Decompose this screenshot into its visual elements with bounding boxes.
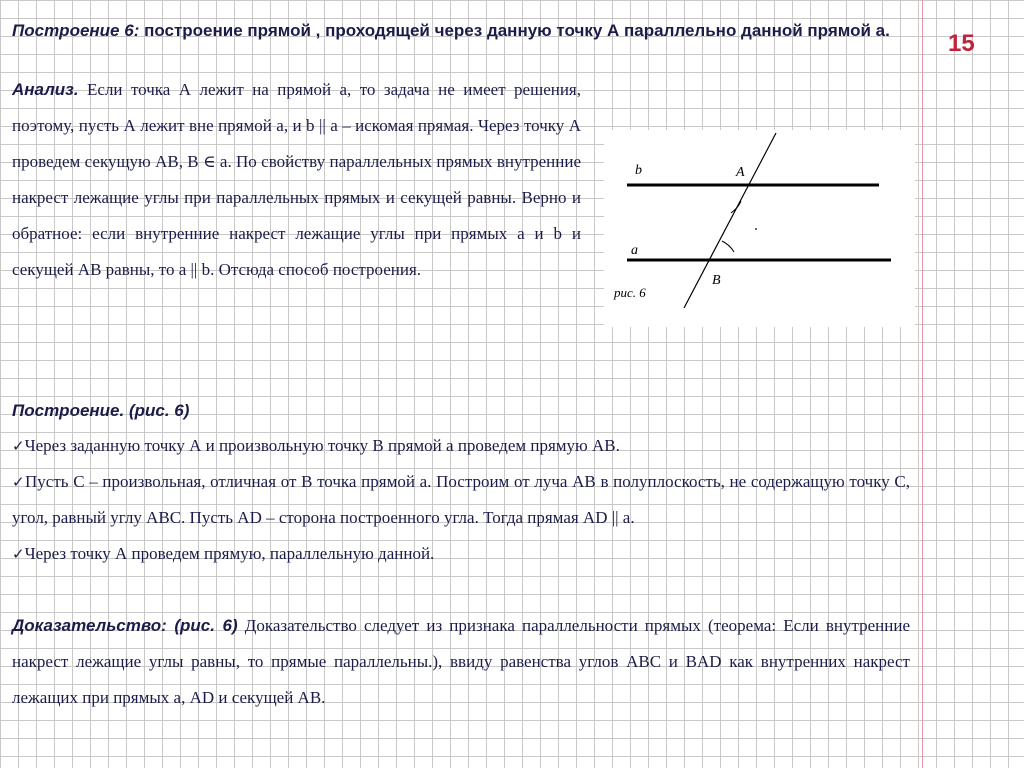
angle-arc-b xyxy=(722,241,734,252)
point-b-label: B xyxy=(712,273,721,288)
checkmark-icon: ✓ xyxy=(12,545,25,563)
title-text: построение прямой , проходящей через данную точку А параллельно данной прямой а. xyxy=(139,21,890,40)
figure-caption: рис. 6 xyxy=(614,285,646,300)
title-label: Построение 6: xyxy=(12,21,140,40)
construction-step-3 xyxy=(12,536,910,572)
page-number: 15 xyxy=(948,30,975,57)
proof-label: Доказательство: (рис. 6) xyxy=(12,616,238,635)
figure-6 xyxy=(604,130,915,327)
secant-ab xyxy=(684,133,776,308)
construction-step-text: Пусть С – произвольная, отличная от В точка прямой а. Построим от луча АВ в полуплоскость, не содержащую точку С, угол, равный углу АВС. Пусть AD – сторона построенного угла. Тогда прямая AD || a. xyxy=(12,472,910,527)
analysis-label: Анализ. xyxy=(12,80,79,99)
construction-step-2 xyxy=(12,464,910,536)
checkmark-icon: ✓ xyxy=(12,437,25,455)
construction-step-text: Через точку А проведем прямую, параллельную данной. xyxy=(24,544,435,563)
figure-6-drawing xyxy=(604,130,915,327)
line-a-label: a xyxy=(631,243,638,258)
page-title xyxy=(12,19,912,43)
proof-paragraph xyxy=(12,608,910,716)
page-margin-line xyxy=(922,0,923,768)
figure-dot xyxy=(755,228,757,230)
point-a-label: A xyxy=(736,165,745,180)
construction-step-text: Через заданную точку А и произвольную точку В прямой а проведем прямую АВ. xyxy=(24,436,620,455)
analysis-paragraph xyxy=(12,72,581,288)
analysis-text: Если точка А лежит на прямой а, то задача не имеет решения, поэтому, пусть А лежит вне прямой а, и b || a – искомая прямая. Через точку А проведем секущую АВ, В ∈ а. По свойству параллельных прямых внутренние накрест лежащие углы при параллельных прямых и секущей равны. Верно и обратное: если внутренние накрест лежащие углы при прямых a и b и секущей АВ равны, то a || b. Отсюда способ построения. xyxy=(12,80,581,279)
construction-step-1 xyxy=(12,428,910,464)
construction-heading: Построение. (рис. 6) xyxy=(12,401,190,420)
line-b-label: b xyxy=(635,163,642,178)
construction-steps xyxy=(12,428,910,572)
checkmark-icon: ✓ xyxy=(12,473,26,491)
proof-text: Доказательство следует из признака параллельности прямых (теорема: Если внутренние накрест лежащие углы равны, то прямые параллельны.), ввиду равенства углов АВС и BAD как внутренних накрест лежащих при прямых а, AD и секущей АВ. xyxy=(12,616,911,707)
